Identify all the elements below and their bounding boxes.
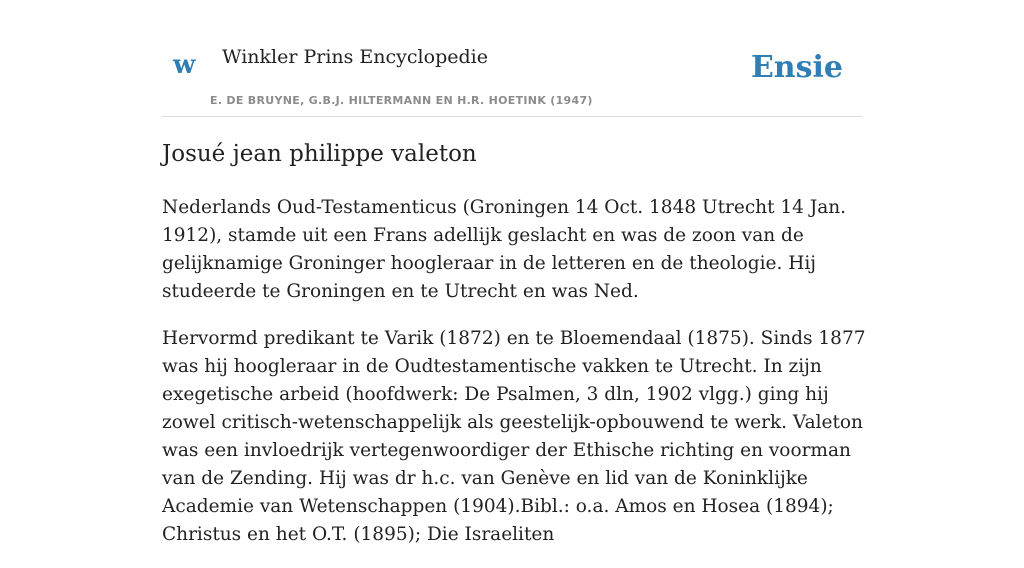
article-paragraph-2: Hervormd predikant te Varik (1872) en te Bloemendaal (1875). Sinds 1877 was hij hoogleraar in de Oudtestamentische vakken te Utrecht. In zijn exegetische arbeid (hoofdwerk: De Psalmen, 3 dln, 1902 vlgg.) ging hij zowel critisch-wetenschappelijk als geestelijk-opbouwend te werk. Valeton was een invloedrijk vertegenwoordiger der Ethische richting en voorman van de Zending. Hij was dr h.c. van Genève en lid van de Koninklijke Academie van Wetenschappen (1904).Bibl.: o.a. Amos en Hosea (1894); Christus en het O.T. (1895); Die Israeliten <box>162 328 866 545</box>
article-title: Josué jean philippe valeton <box>162 141 477 167</box>
publication-logo-icon[interactable]: w <box>173 50 196 80</box>
publication-title[interactable]: Winkler Prins Encyclopedie <box>222 46 488 68</box>
header <box>162 0 862 117</box>
article <box>162 138 867 568</box>
article-paragraph-1: Nederlands Oud-Testamenticus (Groningen 14 Oct. 1848 Utrecht 14 Jan. 1912), stamde uit een Frans adellijk geslacht en was de zoon van de gelijknamige Groninger hoogleraar in de letteren en de theologie. Hij studeerde te Groningen en te Utrecht en was Ned. <box>162 197 847 302</box>
publication-authors: E. DE BRUYNE, G.B.J. HILTERMANN EN H.R. HOETINK (1947) <box>210 94 593 107</box>
brand-logo[interactable]: Ensie <box>750 50 843 85</box>
